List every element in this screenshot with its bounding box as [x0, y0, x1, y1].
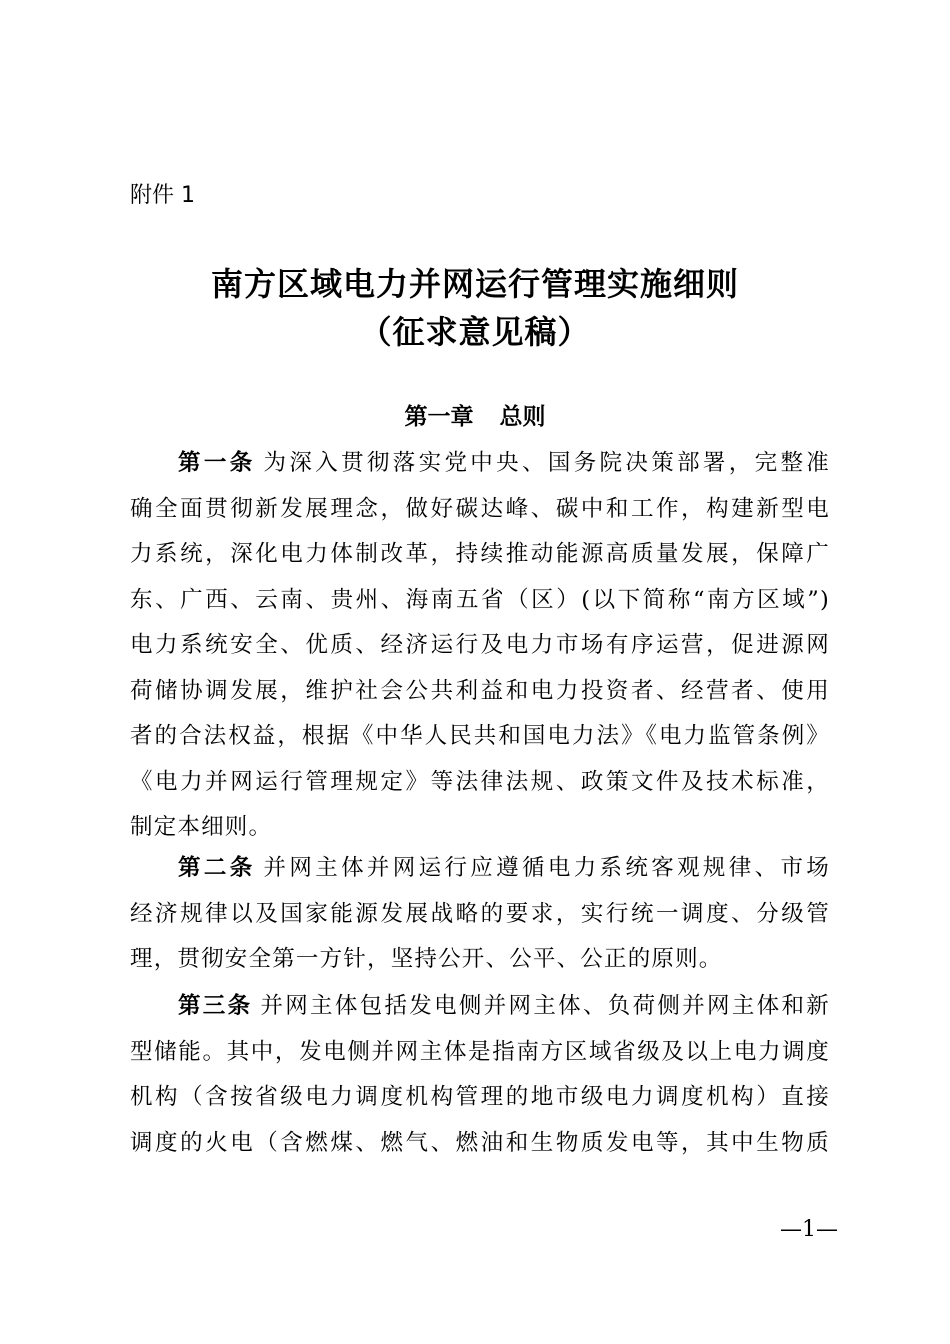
article-line: 力系统，深化电力体制改革，持续推动能源高质量发展，保障广: [130, 541, 830, 567]
article-line: 经济规律以及国家能源发展战略的要求，实行统一调度、分级管: [130, 900, 830, 927]
article-line: 者的合法权益，根据《中华人民共和国电力法》《电力监管条例》: [130, 723, 830, 749]
chapter-name: 总则: [499, 404, 546, 430]
article-label: 第二条: [178, 855, 256, 881]
chapter-number: 第一章: [404, 404, 474, 430]
article-line: 理，贯彻安全第一方针，坚持公开、公平、公正的原则。: [130, 946, 723, 972]
article-line: 第三条 并网主体包括发电侧并网主体、负荷侧并网主体和新: [178, 993, 830, 1019]
article-1: [130, 441, 830, 851]
article-line: 调度的火电（含燃煤、燃气、燃油和生物质发电等，其中生物质: [130, 1129, 830, 1156]
article-line: 第二条 并网主体并网运行应遵循电力系统客观规律、市场: [178, 855, 830, 881]
chapter-heading: [0, 400, 950, 434]
article-line: 荷储协调发展，维护社会公共利益和电力投资者、经营者、使用: [130, 677, 830, 704]
article-label: 第三条: [178, 993, 253, 1019]
document-title: 南方区域电力并网运行管理实施细则: [210, 265, 739, 303]
page-number: —1—: [780, 1217, 838, 1242]
article-line: 确全面贯彻新发展理念，做好碳达峰、碳中和工作，构建新型电: [130, 495, 830, 522]
article-line: 型储能。其中，发电侧并网主体是指南方区域省级及以上电力调度: [130, 1038, 830, 1065]
article-line: 电力系统安全、优质、经济运行及电力市场有序运营，促进源网: [130, 632, 830, 658]
article-line: 东、广西、云南、贵州、海南五省（区）(以下简称“南方区域”): [130, 586, 830, 613]
article-line: 机构（含按省级电力调度机构管理的地市级电力调度机构）直接: [130, 1084, 830, 1110]
article-line: 第一条 为深入贯彻落实党中央、国务院决策部署，完整准: [178, 450, 830, 476]
document-subtitle: （征求意见稿）: [359, 313, 591, 351]
article-line: 制定本细则。: [130, 814, 273, 840]
attachment-label: 附件 1: [130, 183, 195, 208]
article-3: [130, 984, 830, 1166]
article-line: 《电力并网运行管理规定》等法律法规、政策文件及技术标准，: [130, 768, 830, 795]
article-label: 第一条: [178, 450, 256, 476]
article-2: [130, 846, 830, 983]
